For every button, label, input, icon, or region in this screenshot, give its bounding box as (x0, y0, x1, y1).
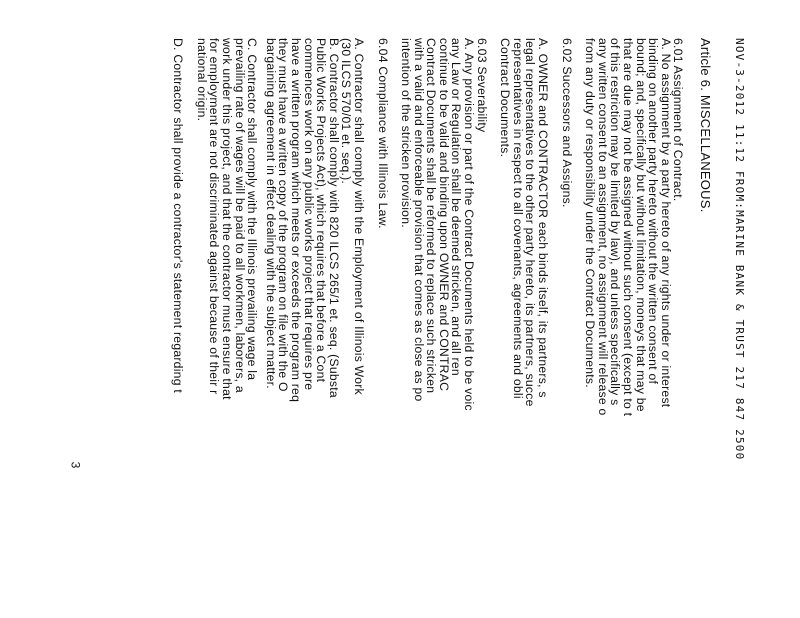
section-line: legal representatives to the other party hereto, its partners, succe (523, 38, 538, 407)
paragraph-a-line: (30 ILCS 570/01 et. seq.). (339, 38, 354, 185)
section-line: continue to be valid and binding upon OWNER and CONTRAC (436, 38, 451, 392)
paragraph-c-line: work under this project, and that the contractor must ensure that (220, 38, 234, 400)
section-line: A. No assignment by a party hereto of any rights under or interest (658, 38, 673, 408)
section-6-02 (499, 38, 573, 618)
section-6-03 (400, 38, 488, 618)
paragraph-c-line: national origin. (194, 38, 209, 122)
paragraph-c-line: for employment are not discriminated against because of their r (207, 38, 222, 395)
section-line: Contract Documents. (498, 38, 513, 158)
section-title: 6.03 Severability (474, 38, 489, 133)
rotated-document-text (172, 38, 746, 618)
paragraph-b-line: Public Works Projects Act), which requires that before a Cont (314, 38, 329, 383)
section-line: with a valid and enforceable provision that comes as close as po (411, 38, 426, 402)
article-heading: Article 6. MISCELLANEOUS. (698, 38, 713, 213)
section-title: 6.01 Assignment of Contract. (671, 38, 686, 202)
page-number: 3 (68, 461, 83, 469)
paragraph-b-line: B. Contractor shall comply with 820 ILCS 265/1 et. seq. (Substa (326, 38, 341, 398)
paragraph-c-line: prevailing rate of wages will be paid to all workmen, laborers, a (232, 38, 247, 393)
fax-header: NOV-3-2012 11:12 FROM:MARINE BANK & TRUST 217 847 2500 (733, 38, 746, 461)
section-line: intention of the stricken provision. (399, 38, 414, 228)
section-line: Contract Documents shall be reformed to replace such stricken (424, 38, 439, 394)
section-6-04 (172, 38, 389, 618)
section-line: binding on another party hereto without the written consent of (646, 38, 661, 385)
paragraph-b-line: bargaining agreement in effect dealing with the subject matter. (263, 38, 278, 389)
section-line: any Law or Regulation shall be deemed stricken, and all ren (449, 38, 464, 376)
paragraph-b-line: have a written program which meets or exceeds the program req (288, 38, 303, 403)
section-title: 6.04 Compliance with Illinois Law. (375, 38, 390, 229)
paragraph-c-line: C. Contractor shall comply with the Illinois prevailing wage la (245, 38, 260, 381)
section-line: bound; and, specifically but without limitation, moneys that may be (633, 38, 648, 412)
section-line: from any duty or responsibility under the Contract Documents. (583, 38, 598, 388)
section-line: A. Any provision or part of the Contract Documents held to be voic (462, 38, 477, 411)
section-6-01 (584, 38, 685, 618)
paragraph-b-line: commences work on any public works project that requires pre (301, 38, 316, 391)
paragraph-d-line: D. Contractor shall provide a contractor's statement regarding t (171, 38, 186, 393)
paragraph-b-line: they must have a written copy of the program on file with the O (276, 38, 291, 392)
section-line: representatives in respect to all covenants, agreements and obli (510, 38, 525, 399)
section-line: of this restriction may be limited by law), and unless specifically s (608, 38, 623, 406)
section-line: that are due may not be assigned without such consent (except to t (621, 38, 636, 417)
section-title: 6.02 Successors and Assigns. (559, 38, 574, 208)
section-line: any written consent to an assignment, no assignment will release o (595, 38, 610, 416)
paragraph-a-line: A. Contractor shall comply with the Employment of Illinois Work (351, 38, 366, 395)
section-line: A. OWNER and CONTRACTOR each binds itself, its partners, s (536, 38, 551, 398)
